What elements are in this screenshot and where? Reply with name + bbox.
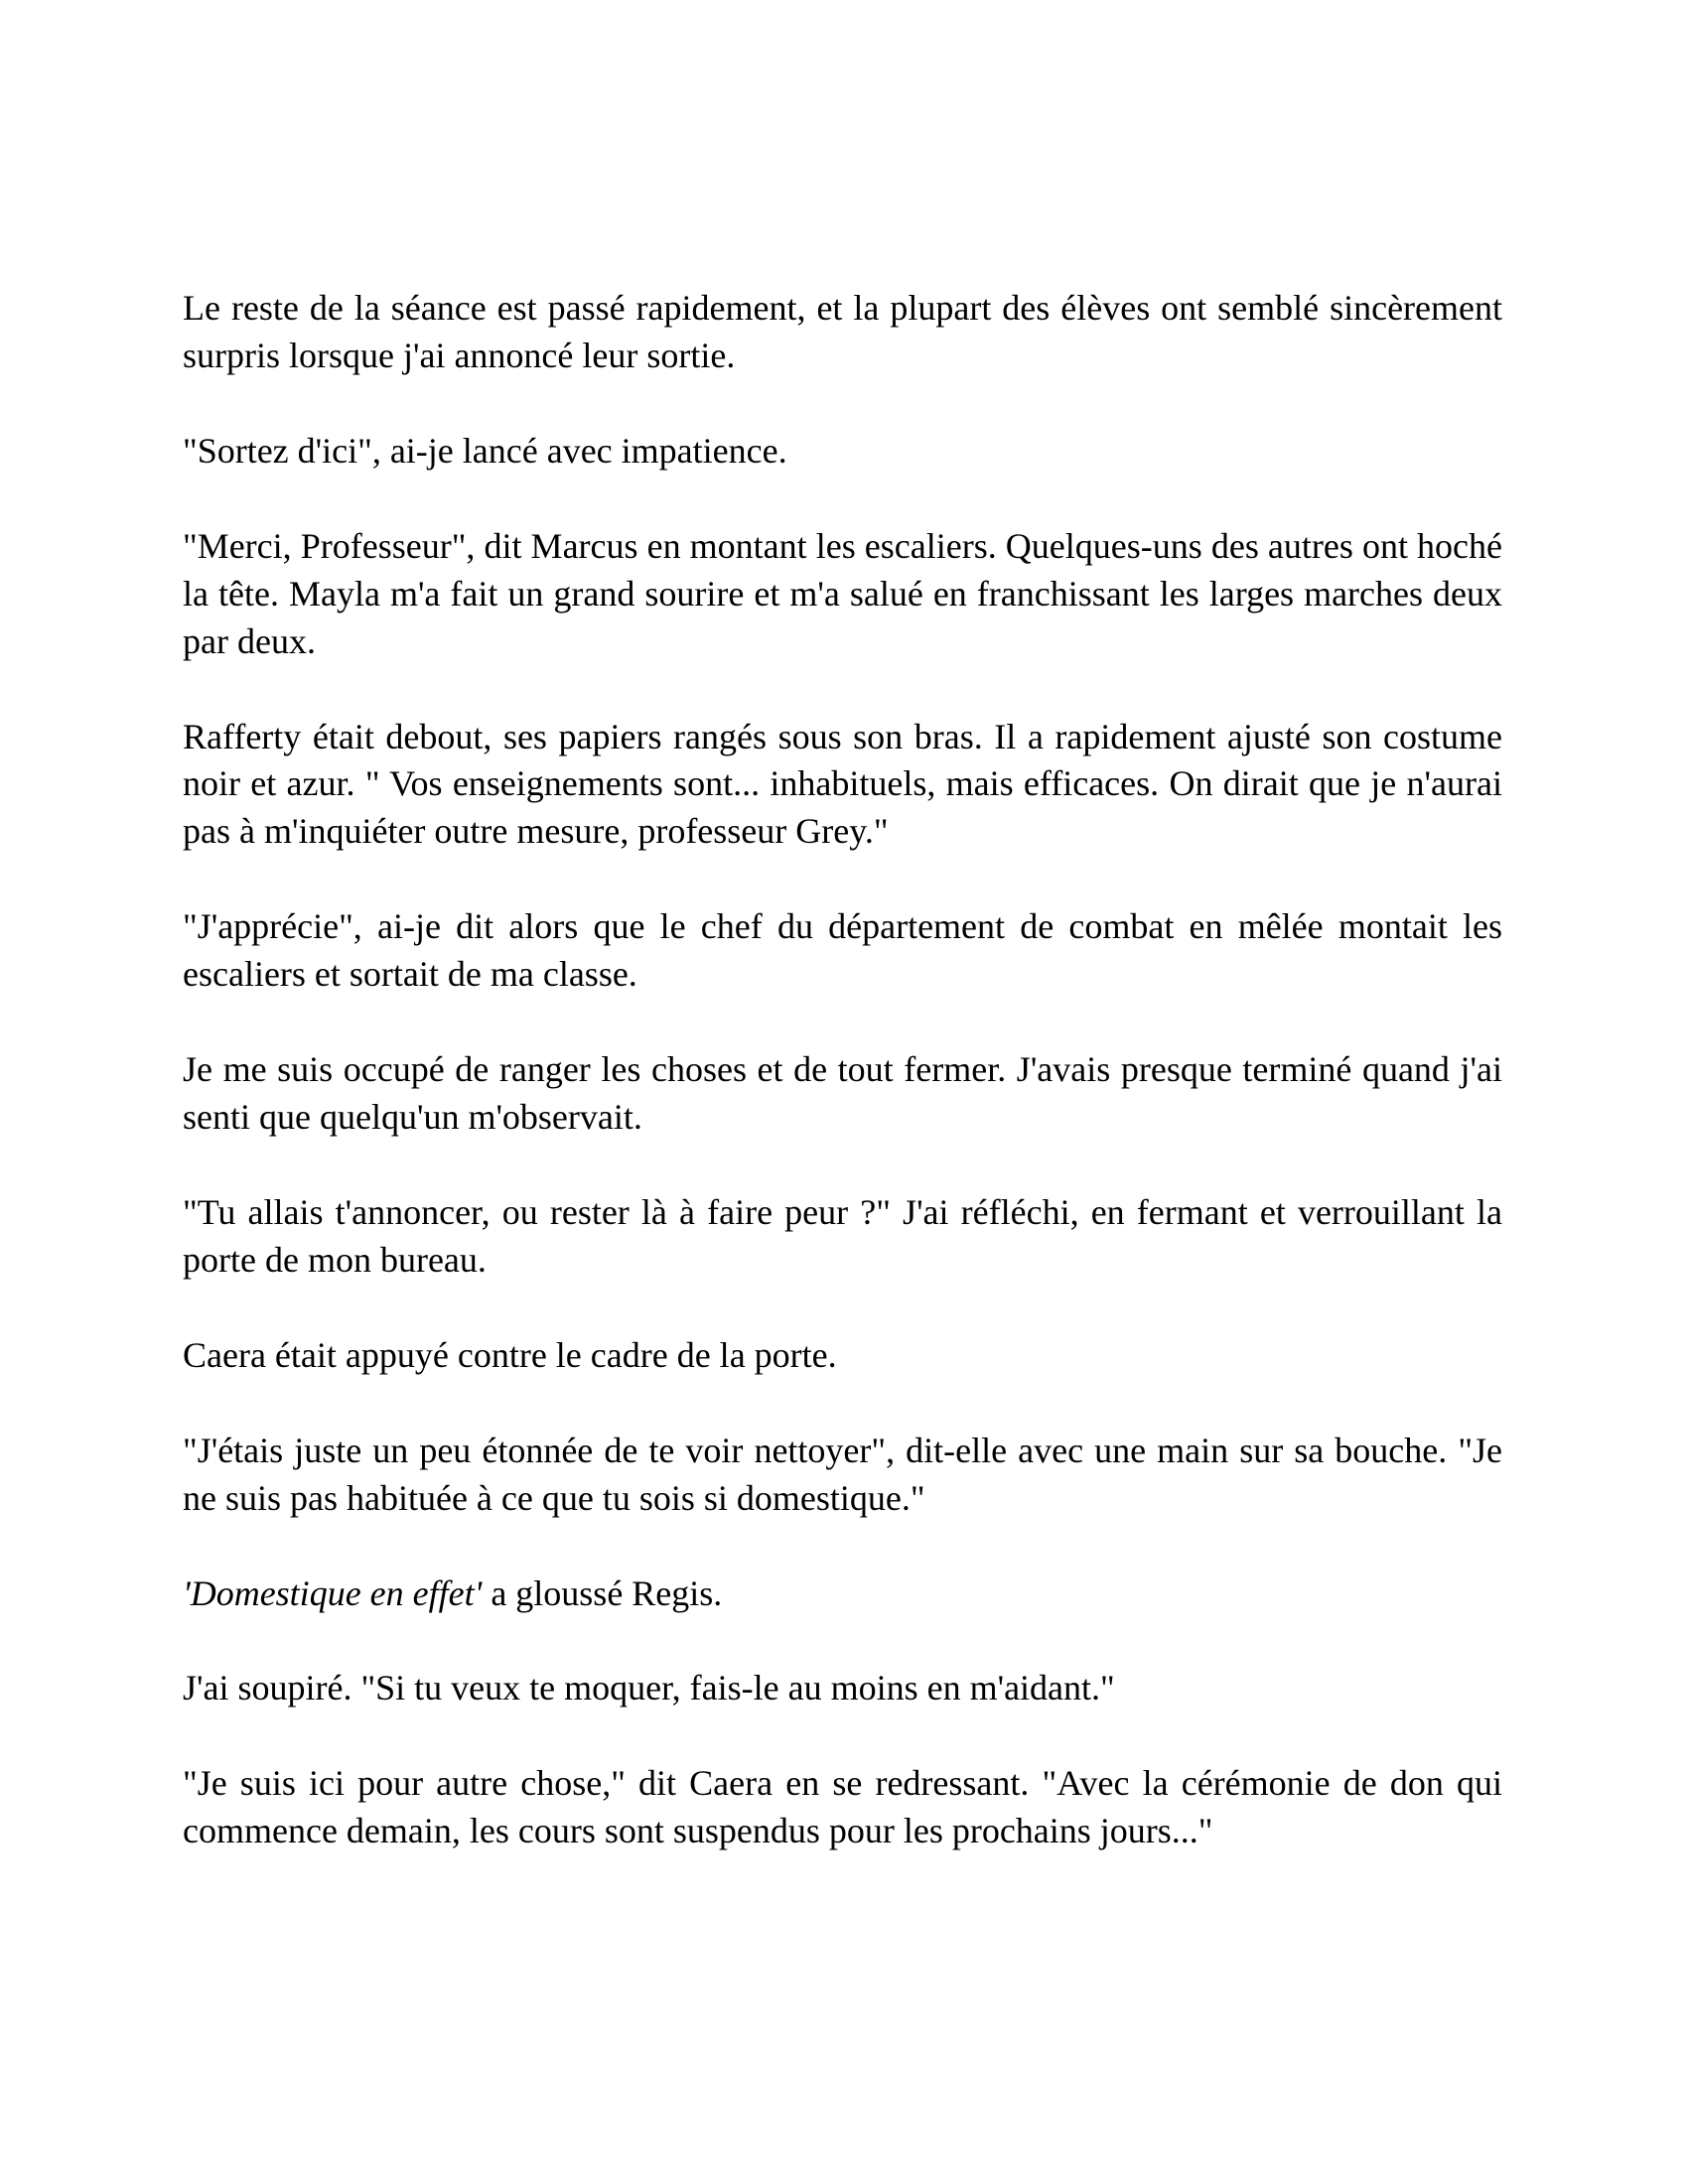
paragraph: Je me suis occupé de ranger les choses et de tout fermer. J'avais presque terminé quand j'ai senti que quelqu'un m'observait.	[183, 1049, 1502, 1138]
paragraph: "J'apprécie", ai-je dit alors que le chef du département de combat en mêlée montait les escaliers et sortait de ma classe.	[183, 906, 1502, 995]
paragraph: "J'étais juste un peu étonnée de te voir nettoyer", dit-elle avec une main sur sa bouche. "Je ne suis pas habituée à ce que tu sois si domestique."	[183, 1430, 1502, 1518]
paragraph: J'ai soupiré. "Si tu veux te moquer, fais-le au moins en m'aidant."	[183, 1668, 1115, 1708]
paragraph: "Je suis ici pour autre chose," dit Caera en se redressant. "Avec la cérémonie de don qui commence demain, les cours sont suspendus pour les prochains jours..."	[183, 1763, 1502, 1851]
paragraph	[183, 1570, 1502, 1618]
paragraph-text: a gloussé Regis.	[482, 1572, 723, 1613]
italic-thought: 'Domestique en effet'	[183, 1572, 483, 1613]
paragraph: Le reste de la séance est passé rapidement, et la plupart des élèves ont semblé sincèrement surpris lorsque j'ai annoncé leur sortie.	[183, 288, 1502, 375]
paragraph: "Sortez d'ici", ai-je lancé avec impatience.	[183, 430, 787, 471]
paragraph: Caera était appuyé contre le cadre de la porte.	[183, 1334, 837, 1375]
paragraph: "Tu allais t'annoncer, ou rester là à faire peur ?" J'ai réfléchi, en fermant et verrouillant la porte de mon bureau.	[183, 1192, 1502, 1280]
paragraph: "Merci, Professeur", dit Marcus en montant les escaliers. Quelques-uns des autres ont hoché la tête. Mayla m'a fait un grand sourire et m'a salué en franchissant les larges marches deux par deux.	[183, 525, 1502, 661]
paragraph: Rafferty était debout, ses papiers rangés sous son bras. Il a rapidement ajusté son costume noir et azur. " Vos enseignements sont... inhabituels, mais efficaces. On dirait que je n'aurai pas à m'inquiéter outre mesure, professeur Grey."	[183, 716, 1502, 852]
document-page	[183, 285, 1502, 1855]
